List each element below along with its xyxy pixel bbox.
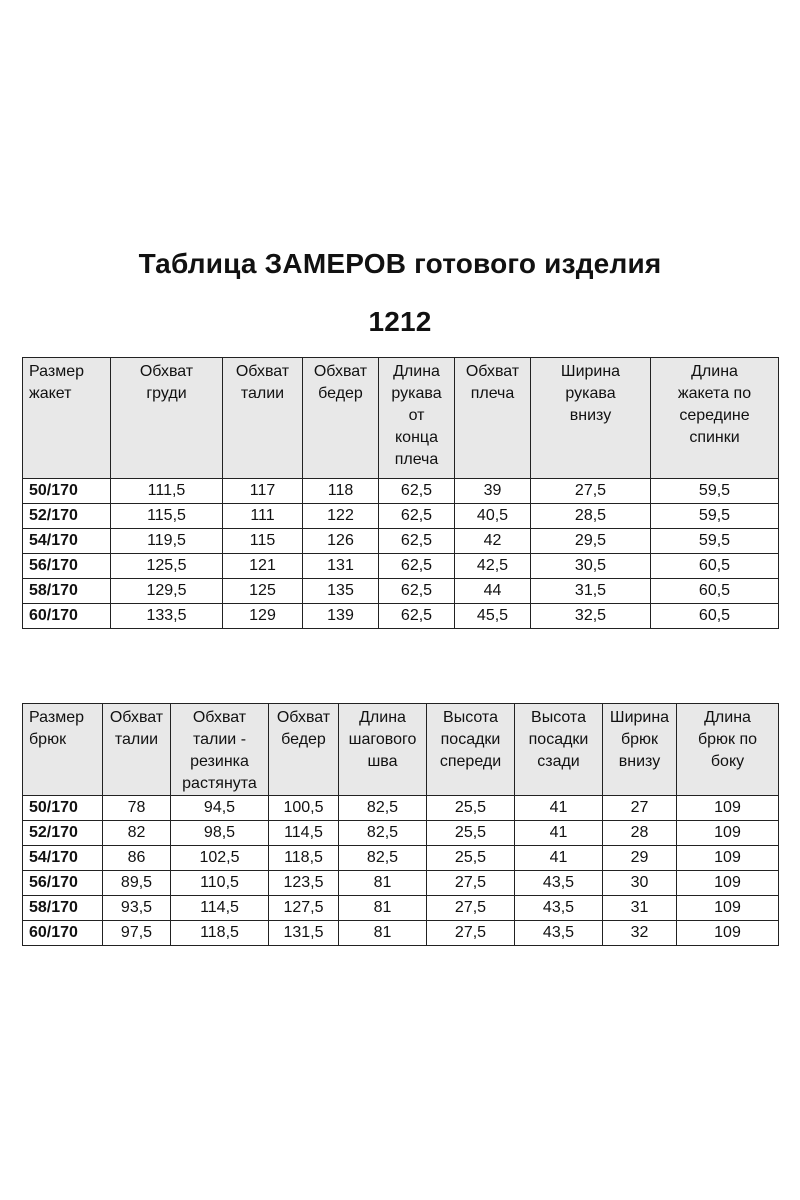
measurement-cell: 31: [603, 896, 677, 921]
measurement-cell: 43,5: [515, 871, 603, 896]
table-row: [23, 846, 779, 871]
measurement-cell: 126: [303, 529, 379, 554]
header-cell: Обхват талии: [223, 358, 303, 479]
measurement-cell: 100,5: [269, 796, 339, 821]
measurement-cell: 119,5: [111, 529, 223, 554]
measurement-cell: 30,5: [531, 554, 651, 579]
measurement-cell: 109: [677, 821, 779, 846]
measurement-cell: 62,5: [379, 554, 455, 579]
table-row: [23, 896, 779, 921]
measurement-cell: 25,5: [427, 846, 515, 871]
measurement-cell: 44: [455, 579, 531, 604]
measurement-cell: 109: [677, 896, 779, 921]
table-row: [23, 529, 779, 554]
measurement-cell: 123,5: [269, 871, 339, 896]
size-cell: 54/170: [23, 846, 103, 871]
header-cell: Высота посадки спереди: [427, 704, 515, 796]
size-cell: 60/170: [23, 604, 111, 629]
header-cell: Длина рукава от конца плеча: [379, 358, 455, 479]
measurement-cell: 29: [603, 846, 677, 871]
measurement-cell: 82,5: [339, 846, 427, 871]
table-body: [23, 479, 779, 629]
measurement-cell: 109: [677, 871, 779, 896]
measurement-cell: 125,5: [111, 554, 223, 579]
size-cell: 56/170: [23, 871, 103, 896]
measurement-cell: 29,5: [531, 529, 651, 554]
header-cell: Обхват талии - резинка растянута: [171, 704, 269, 796]
header-cell: Размер брюк: [23, 704, 103, 796]
size-cell: 58/170: [23, 896, 103, 921]
measurement-cell: 127,5: [269, 896, 339, 921]
jacket-measurements-table: [22, 357, 779, 629]
measurement-cell: 81: [339, 896, 427, 921]
measurement-cell: 98,5: [171, 821, 269, 846]
measurement-cell: 62,5: [379, 529, 455, 554]
measurement-cell: 109: [677, 921, 779, 946]
measurement-cell: 62,5: [379, 579, 455, 604]
size-cell: 52/170: [23, 504, 111, 529]
size-cell: 54/170: [23, 529, 111, 554]
measurement-cell: 59,5: [651, 529, 779, 554]
measurement-cell: 31,5: [531, 579, 651, 604]
measurement-cell: 109: [677, 846, 779, 871]
measurement-cell: 93,5: [103, 896, 171, 921]
measurement-cell: 60,5: [651, 554, 779, 579]
header-cell: Ширина брюк внизу: [603, 704, 677, 796]
measurement-cell: 27: [603, 796, 677, 821]
header-cell: Длина жакета по середине спинки: [651, 358, 779, 479]
measurement-cell: 97,5: [103, 921, 171, 946]
header-cell: Высота посадки сзади: [515, 704, 603, 796]
measurement-cell: 118: [303, 479, 379, 504]
table-row: [23, 579, 779, 604]
measurement-cell: 109: [677, 796, 779, 821]
table-body: [23, 796, 779, 946]
header-cell: Ширина рукава внизу: [531, 358, 651, 479]
measurement-cell: 43,5: [515, 896, 603, 921]
measurement-cell: 82,5: [339, 796, 427, 821]
measurement-cell: 115,5: [111, 504, 223, 529]
measurement-cell: 45,5: [455, 604, 531, 629]
table-row: [23, 479, 779, 504]
measurement-cell: 118,5: [269, 846, 339, 871]
size-cell: 50/170: [23, 796, 103, 821]
table-row: [23, 871, 779, 896]
measurement-cell: 82: [103, 821, 171, 846]
measurement-cell: 59,5: [651, 504, 779, 529]
measurement-cell: 94,5: [171, 796, 269, 821]
measurement-cell: 118,5: [171, 921, 269, 946]
measurement-cell: 43,5: [515, 921, 603, 946]
measurement-cell: 114,5: [269, 821, 339, 846]
size-cell: 52/170: [23, 821, 103, 846]
header-cell: Размер жакет: [23, 358, 111, 479]
measurement-cell: 42: [455, 529, 531, 554]
measurement-cell: 114,5: [171, 896, 269, 921]
measurement-cell: 86: [103, 846, 171, 871]
measurement-cell: 60,5: [651, 604, 779, 629]
measurement-cell: 117: [223, 479, 303, 504]
measurement-cell: 41: [515, 821, 603, 846]
size-cell: 50/170: [23, 479, 111, 504]
measurement-cell: 39: [455, 479, 531, 504]
measurement-cell: 27,5: [427, 896, 515, 921]
measurement-cell: 62,5: [379, 504, 455, 529]
measurement-cell: 25,5: [427, 821, 515, 846]
measurement-cell: 41: [515, 846, 603, 871]
measurement-cell: 82,5: [339, 821, 427, 846]
size-cell: 60/170: [23, 921, 103, 946]
measurement-cell: 110,5: [171, 871, 269, 896]
measurement-cell: 121: [223, 554, 303, 579]
measurement-cell: 59,5: [651, 479, 779, 504]
header-cell: Обхват бедер: [303, 358, 379, 479]
measurement-cell: 129: [223, 604, 303, 629]
measurement-cell: 125: [223, 579, 303, 604]
measurement-cell: 27,5: [531, 479, 651, 504]
table-row: [23, 921, 779, 946]
header-cell: Длина брюк по боку: [677, 704, 779, 796]
measurement-cell: 32,5: [531, 604, 651, 629]
measurement-cell: 131: [303, 554, 379, 579]
table-row: [23, 604, 779, 629]
measurement-cell: 40,5: [455, 504, 531, 529]
header-cell: Обхват бедер: [269, 704, 339, 796]
measurement-cell: 62,5: [379, 604, 455, 629]
measurement-cell: 60,5: [651, 579, 779, 604]
table-header-row: [23, 358, 779, 479]
measurement-cell: 27,5: [427, 871, 515, 896]
header-cell: Обхват груди: [111, 358, 223, 479]
measurement-cell: 139: [303, 604, 379, 629]
measurement-cell: 129,5: [111, 579, 223, 604]
table-header-row: [23, 704, 779, 796]
measurement-cell: 62,5: [379, 479, 455, 504]
table-row: [23, 554, 779, 579]
header-cell: Обхват плеча: [455, 358, 531, 479]
size-cell: 56/170: [23, 554, 111, 579]
measurement-cell: 102,5: [171, 846, 269, 871]
measurement-cell: 135: [303, 579, 379, 604]
measurement-cell: 115: [223, 529, 303, 554]
pants-measurements-table: [22, 703, 779, 946]
measurement-cell: 25,5: [427, 796, 515, 821]
measurement-cell: 78: [103, 796, 171, 821]
header-cell: Длина шагового шва: [339, 704, 427, 796]
measurement-cell: 111: [223, 504, 303, 529]
header-cell: Обхват талии: [103, 704, 171, 796]
measurement-cell: 28: [603, 821, 677, 846]
measurement-cell: 133,5: [111, 604, 223, 629]
table-row: [23, 821, 779, 846]
model-number: 1212: [368, 306, 432, 337]
table-row: [23, 796, 779, 821]
measurement-cell: 28,5: [531, 504, 651, 529]
measurement-cell: 32: [603, 921, 677, 946]
measurement-cell: 42,5: [455, 554, 531, 579]
measurement-cell: 81: [339, 921, 427, 946]
measurement-cell: 30: [603, 871, 677, 896]
measurement-cell: 111,5: [111, 479, 223, 504]
measurement-cell: 27,5: [427, 921, 515, 946]
measurement-cell: 89,5: [103, 871, 171, 896]
measurement-cell: 131,5: [269, 921, 339, 946]
table-row: [23, 504, 779, 529]
measurement-cell: 41: [515, 796, 603, 821]
page-title: Таблица ЗАМЕРОВ готового изделия: [138, 248, 662, 279]
measurement-cell: 122: [303, 504, 379, 529]
measurement-cell: 81: [339, 871, 427, 896]
size-cell: 58/170: [23, 579, 111, 604]
